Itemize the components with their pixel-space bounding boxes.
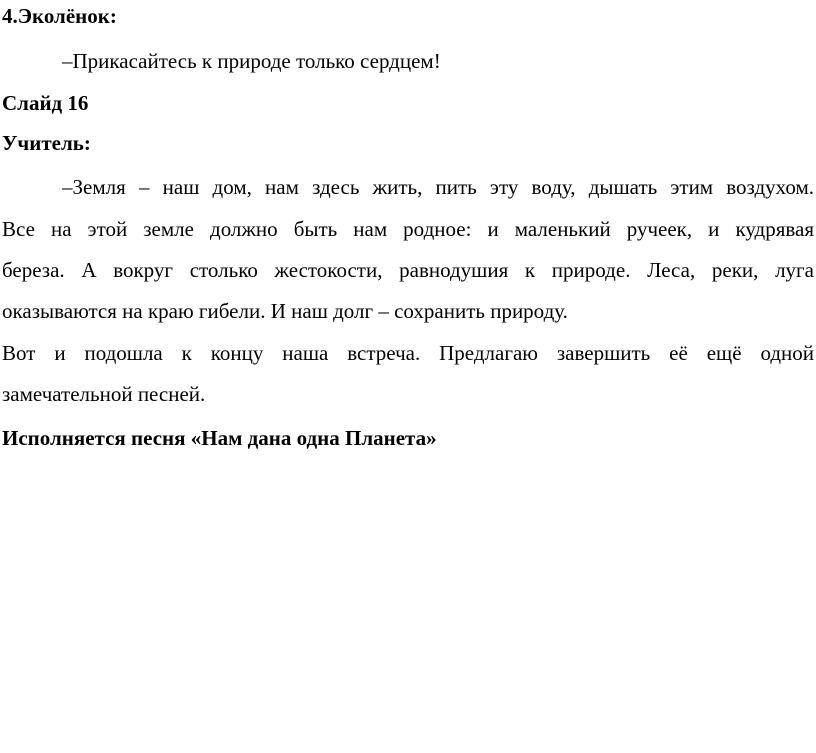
paragraph-1-line-2: Все на этой земле должно быть нам родное: и маленький ручеек, и кудрявая — [2, 217, 814, 241]
heading-ecolenok: 4.Эколёнок: — [2, 4, 117, 28]
paragraph-1-line-4: оказываются на краю гибели. И наш долг – сохранить природу. — [2, 299, 568, 323]
heading-teacher: Учитель: — [2, 131, 91, 155]
ecolenok-line: –Прикасайтесь к природе только сердцем! — [62, 49, 441, 73]
paragraph-2-line-1: Вот и подошла к концу наша встреча. Предлагаю завершить её ещё одной — [2, 341, 814, 365]
heading-slide: Слайд 16 — [2, 91, 89, 115]
paragraph-2-line-2: замечательной песней. — [2, 382, 206, 406]
paragraph-1-line-3: береза. А вокруг столько жестокости, равнодушия к природе. Леса, реки, луга — [2, 258, 814, 282]
paragraph-1-line-1: –Земля – наш дом, нам здесь жить, пить эту воду, дышать этим воздухом. — [62, 175, 814, 199]
closing-song-line: Исполняется песня «Нам дана одна Планета» — [2, 426, 437, 450]
